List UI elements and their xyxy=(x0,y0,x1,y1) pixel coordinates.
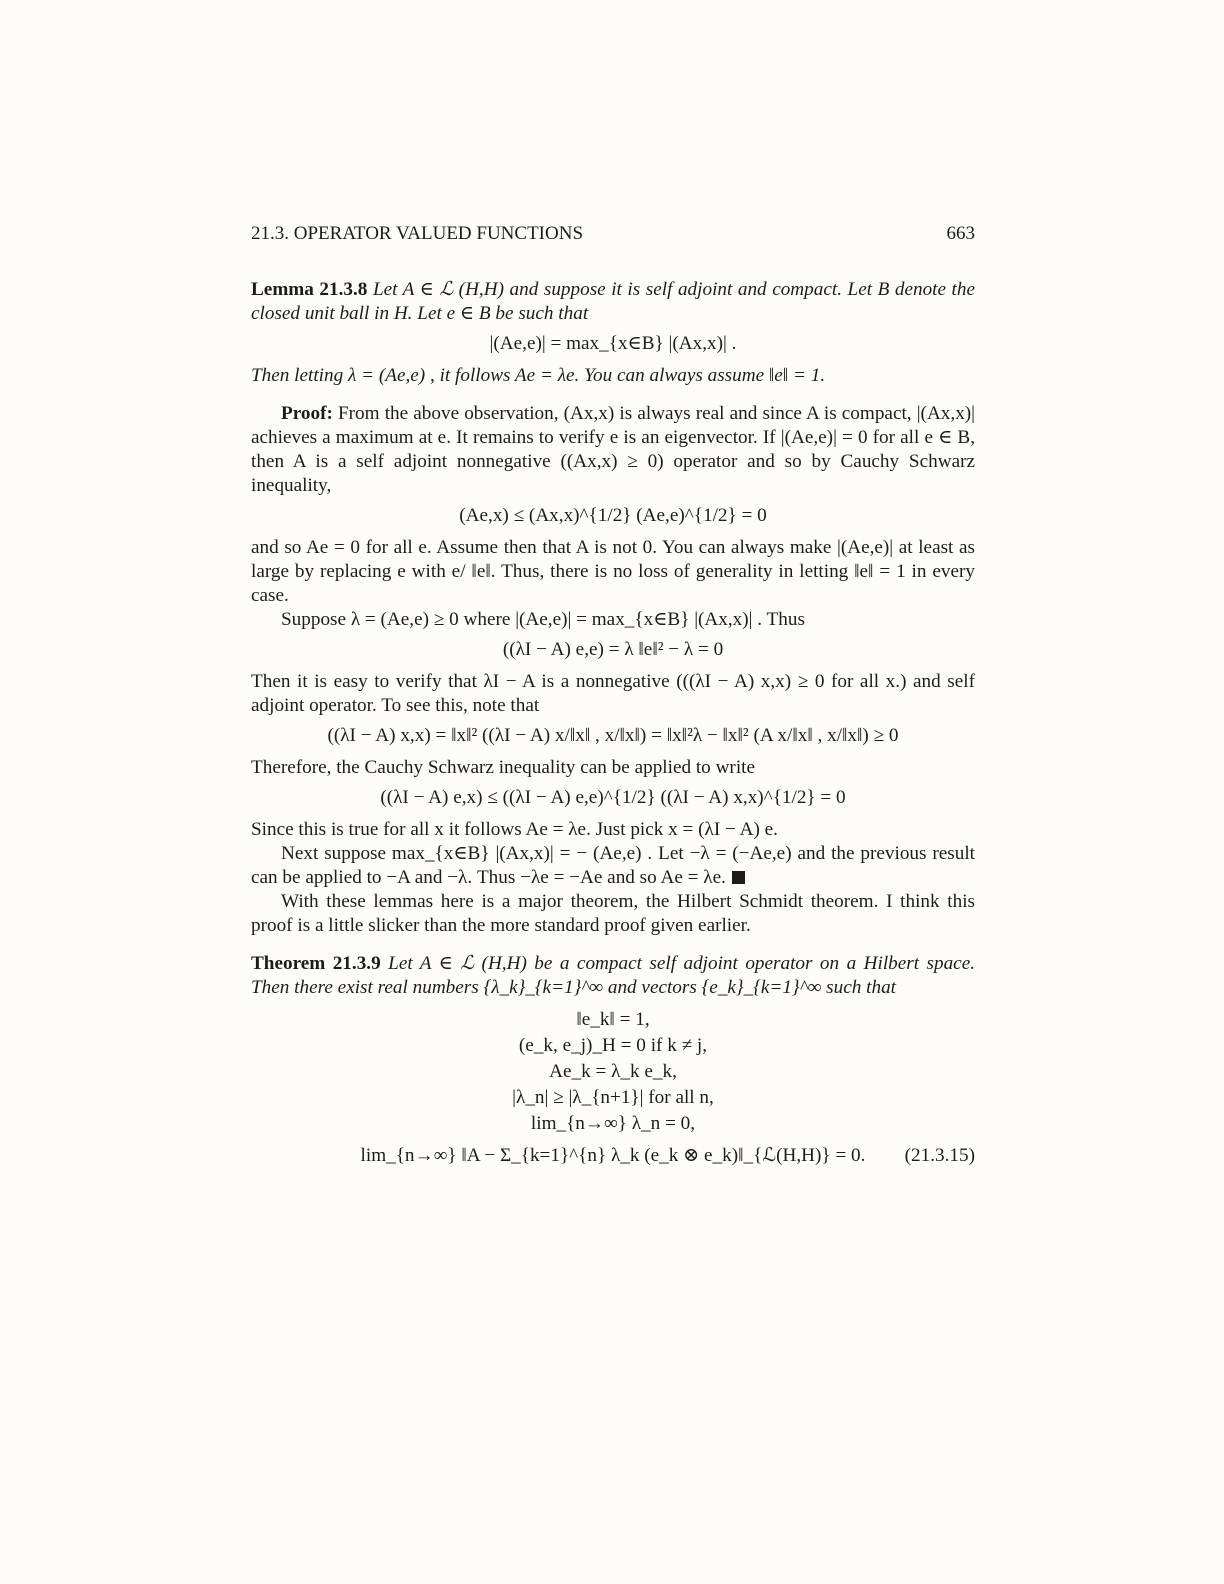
theorem-condition-norm: ‖e_k‖ = 1, xyxy=(576,1009,650,1030)
proof-paragraph-2: and so Ae = 0 for all e. Assume then that A is not 0. You can always make |(Ae,e)| at least as large by replacing e with e/ ‖e‖. Thus, there is no loss of generality in letting ‖e‖ = 1 in every case. xyxy=(251,537,975,606)
page-number: 663 xyxy=(946,223,975,244)
equation-cauchy-schwarz-2: ((λI − A) e,x) ≤ ((λI − A) e,e)^{1/2} ((λI − A) x,x)^{1/2} = 0 xyxy=(380,787,846,808)
running-header xyxy=(251,222,975,246)
equation-eigen-norm: ((λI − A) e,e) = λ ‖e‖² − λ = 0 xyxy=(502,639,724,660)
section-title: 21.3. OPERATOR VALUED FUNCTIONS xyxy=(251,223,584,244)
proof-text-1: From the above observation, (Ax,x) is always real and since A is compact, |(Ax,x)| achieves a maximum at e. It remains to verify e is an eigenvector. If |(Ae,e)| = 0 for all e ∈ B, then A is a self adjoint nonnegative ((Ax,x) ≥ 0) operator and so by Cauchy Schwarz inequality, xyxy=(251,403,976,496)
proof-paragraph-8: With these lemmas here is a major theorem, the Hilbert Schmidt theorem. I think this proof is a little slicker than the more standard proof given earlier. xyxy=(251,891,975,936)
proof-paragraph-7 xyxy=(251,842,975,890)
lemma-conclusion: Then letting λ = (Ae,e) , it follows Ae = λe. You can always assume ‖e‖ = 1. xyxy=(251,365,826,386)
theorem-text: Let A ∈ ℒ (H,H) be a compact self adjoint operator on a Hilbert space. Then there exist real numbers {λ_k}_{k=1}^∞ and vectors {e_k}_{k=1}^∞ such that xyxy=(251,953,976,998)
proof-paragraph-4: Then it is easy to verify that λI − A is a nonnegative (((λI − A) x,x) ≥ 0 for all x.) and self adjoint operator. To see this, note that xyxy=(251,671,975,716)
theorem-condition-series xyxy=(251,1144,975,1168)
lemma-text: Let A ∈ ℒ (H,H) and suppose it is self adjoint and compact. Let B denote the closed unit ball in H. Let e ∈ B be such that xyxy=(251,279,975,324)
proof-paragraph-5: Therefore, the Cauchy Schwarz inequality can be applied to write xyxy=(251,757,755,778)
theorem-label: Theorem 21.3.9 xyxy=(251,953,381,974)
page-content xyxy=(251,222,975,1176)
theorem-condition-eigen: Ae_k = λ_k e_k, xyxy=(549,1061,677,1082)
lemma-label: Lemma 21.3.8 xyxy=(251,279,368,300)
equation-number: (21.3.15) xyxy=(904,1145,975,1166)
series-equation: lim_{n→∞} ‖A − Σ_{k=1}^{n} λ_k (e_k ⊗ e_k)‖_{ℒ(H,H)} = 0. xyxy=(360,1145,866,1166)
equation-cauchy-schwarz: (Ae,x) ≤ (Ax,x)^{1/2} (Ae,e)^{1/2} = 0 xyxy=(459,505,767,526)
theorem-condition-decreasing: |λ_n| ≥ |λ_{n+1}| for all n, xyxy=(512,1087,714,1108)
lemma-max-equation: |(Ae,e)| = max_{x∈B} |(Ax,x)| . xyxy=(489,333,737,354)
proof-label: Proof: xyxy=(281,403,333,424)
equation-nonnegative: ((λI − A) x,x) = ‖x‖² ((λI − A) x/‖x‖ , x/‖x‖) = ‖x‖²λ − ‖x‖² (A x/‖x‖ , x/‖x‖) ≥ 0 xyxy=(327,725,899,746)
proof-text-7: Next suppose max_{x∈B} |(Ax,x)| = − (Ae,e) . Let −λ = (−Ae,e) and the previous result can be applied to −A and −λ. Thus −λe = −Ae and so Ae = λe. xyxy=(251,843,975,888)
theorem-condition-orthogonal: (e_k, e_j)_H = 0 if k ≠ j, xyxy=(518,1035,708,1056)
theorem-condition-limit: lim_{n→∞} λ_n = 0, xyxy=(530,1113,696,1134)
qed-square-icon xyxy=(732,871,745,884)
theorem-statement xyxy=(251,952,975,1000)
proof-paragraph-3: Suppose λ = (Ae,e) ≥ 0 where |(Ae,e)| = max_{x∈B} |(Ax,x)| . Thus xyxy=(281,609,805,630)
proof-paragraph-6: Since this is true for all x it follows Ae = λe. Just pick x = (λI − A) e. xyxy=(251,819,778,840)
proof-paragraph-1 xyxy=(251,402,975,498)
lemma-statement xyxy=(251,278,975,326)
